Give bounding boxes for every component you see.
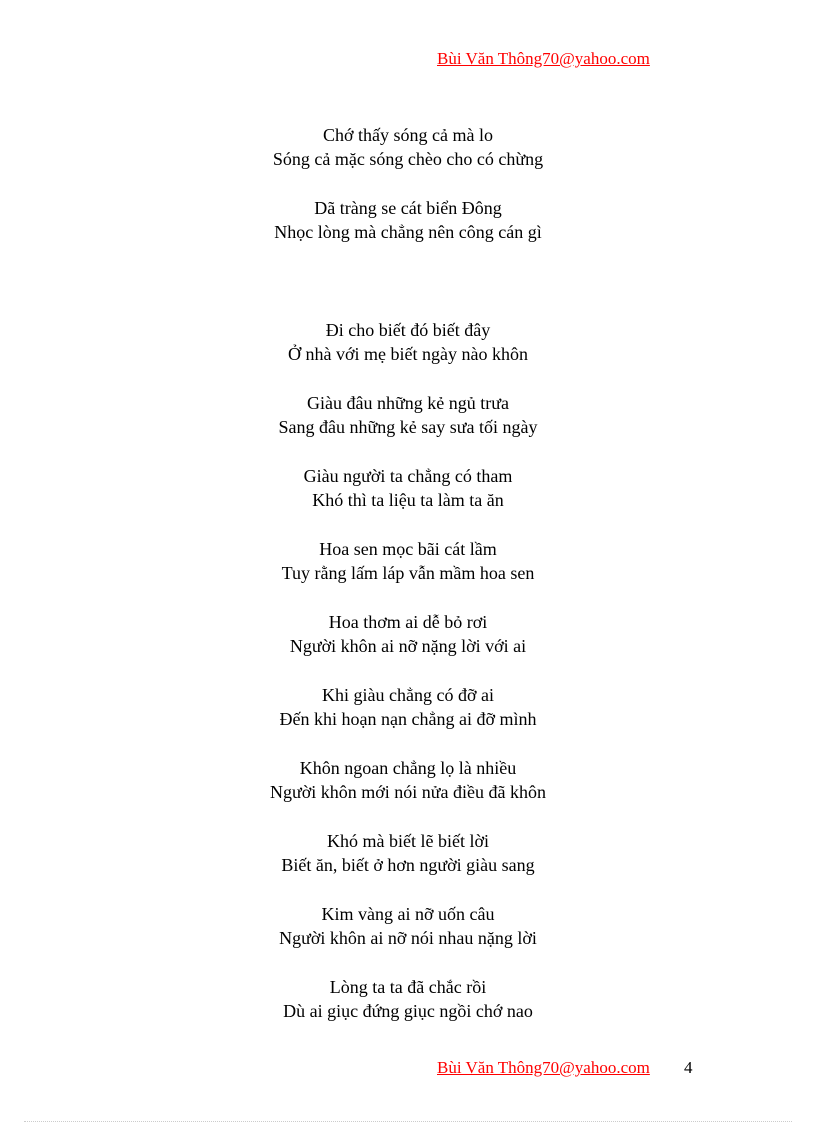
verse-line: Đến khi hoạn nạn chẳng ai đỡ mình <box>279 709 537 729</box>
verse-line: Nhọc lòng mà chẳng nên công cán gì <box>274 222 542 242</box>
stanza <box>0 902 816 950</box>
verse-group-a <box>0 123 816 269</box>
stanza <box>0 196 816 244</box>
verse-group-b <box>0 318 816 1048</box>
verse-line: Ở nhà với mẹ biết ngày nào khôn <box>288 344 528 364</box>
verse-line: Giàu người ta chẳng có tham <box>303 466 513 486</box>
verse-line: Kim vàng ai nỡ uốn câu <box>321 904 495 924</box>
verse-line: Người khôn mới nói nửa điều đã khôn <box>269 782 547 802</box>
verse-line: Khó thì ta liệu ta làm ta ăn <box>312 490 504 510</box>
verse-line: Dã tràng se cát biển Đông <box>314 198 502 218</box>
stanza <box>0 829 816 877</box>
stanza <box>0 123 816 171</box>
footer-email-link[interactable]: Bùi Văn Thông70@yahoo.com <box>437 1058 650 1077</box>
verse-line: Hoa sen mọc bãi cát lầm <box>319 539 497 559</box>
verse-line: Dù ai giục đứng giục ngồi chớ nao <box>283 1001 533 1021</box>
header-email-link[interactable]: Bùi Văn Thông70@yahoo.com <box>437 49 650 68</box>
verse-line: Tuy rằng lấm láp vẫn mầm hoa sen <box>281 563 535 583</box>
verse-line: Chớ thấy sóng cả mà lo <box>323 125 493 145</box>
stanza <box>0 975 816 1023</box>
verse-line: Khôn ngoan chẳng lọ là nhiều <box>299 758 517 778</box>
stanza <box>0 391 816 439</box>
verse-line: Hoa thơm ai dễ bỏ rơi <box>328 612 488 632</box>
page-bottom-divider <box>24 1121 792 1122</box>
stanza <box>0 683 816 731</box>
verse-line: Sang đâu những kẻ say sưa tối ngày <box>278 417 538 437</box>
stanza <box>0 756 816 804</box>
stanza <box>0 318 816 366</box>
verse-line: Giàu đâu những kẻ ngủ trưa <box>307 393 509 413</box>
stanza <box>0 537 816 585</box>
verse-line: Người khôn ai nỡ nói nhau nặng lời <box>279 928 537 948</box>
verse-line: Đi cho biết đó biết đây <box>325 320 491 340</box>
stanza <box>0 610 816 658</box>
page-number: 4 <box>684 1058 693 1077</box>
verse-line: Lòng ta ta đã chắc rồi <box>329 977 487 997</box>
verse-line: Biết ăn, biết ở hơn người giàu sang <box>281 855 535 875</box>
verse-line: Sóng cả mặc sóng chèo cho có chừng <box>272 149 544 169</box>
verse-line: Khó mà biết lẽ biết lời <box>327 831 489 851</box>
verse-line: Người khôn ai nỡ nặng lời với ai <box>289 636 527 656</box>
stanza <box>0 464 816 512</box>
verse-line: Khi giàu chẳng có đỡ ai <box>322 685 494 705</box>
